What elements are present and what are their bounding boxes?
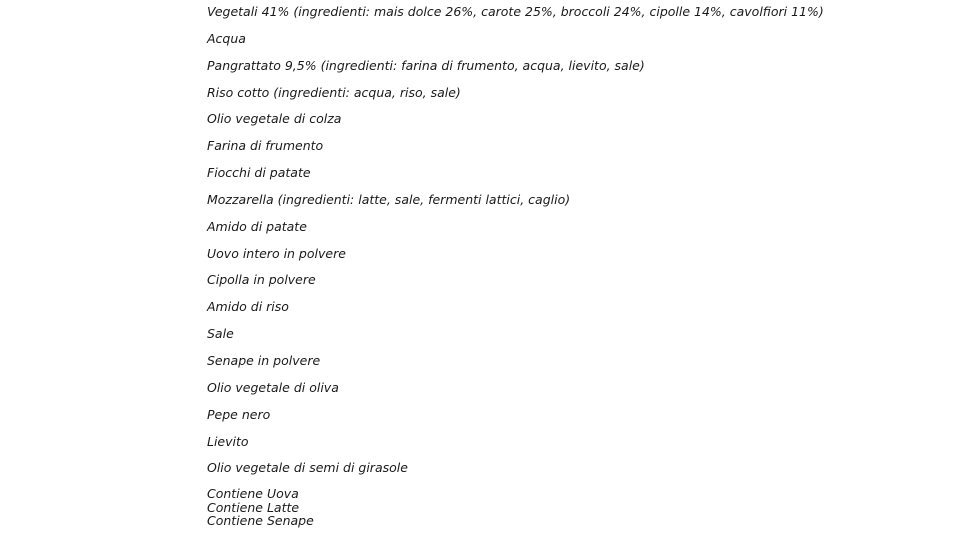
ingredient-item: Olio vegetale di semi di girasole bbox=[207, 460, 408, 476]
ingredient-item: Pangrattato 9,5% (ingredienti: farina di frumento, acqua, lievito, sale) bbox=[207, 57, 645, 73]
ingredient-item: Olio vegetale di colza bbox=[207, 111, 342, 127]
ingredient-item: Vegetali 41% (ingredienti: mais dolce 26%, carote 25%, broccoli 24%, cipolle 14%, cavolfiori 11%) bbox=[207, 4, 824, 19]
allergen-eggs: Contiene Uova bbox=[207, 486, 299, 501]
ingredient-item: Cipolla in polvere bbox=[207, 272, 316, 288]
ingredient-item: Amido di riso bbox=[207, 299, 289, 315]
ingredient-item: Uovo intero in polvere bbox=[207, 245, 346, 261]
ingredient-item: Senape in polvere bbox=[207, 352, 321, 368]
ingredient-item: Riso cotto (ingredienti: acqua, riso, sale) bbox=[207, 84, 461, 100]
allergen-mustard: Contiene Senape bbox=[207, 513, 314, 528]
ingredient-item: Sale bbox=[207, 326, 234, 342]
ingredient-list bbox=[207, 4, 824, 487]
allergen-milk: Contiene Latte bbox=[207, 499, 300, 515]
ingredient-item: Acqua bbox=[207, 30, 246, 46]
ingredient-item: Farina di frumento bbox=[207, 138, 324, 154]
ingredient-item: Fiocchi di patate bbox=[207, 165, 311, 181]
ingredient-item: Lievito bbox=[207, 433, 249, 449]
ingredient-item: Olio vegetale di oliva bbox=[207, 379, 339, 395]
allergen-block bbox=[207, 487, 314, 528]
ingredient-item: Mozzarella (ingredienti: latte, sale, fermenti lattici, caglio) bbox=[207, 191, 571, 207]
ingredient-item: Pepe nero bbox=[207, 406, 271, 422]
ingredient-item: Amido di patate bbox=[207, 218, 307, 234]
